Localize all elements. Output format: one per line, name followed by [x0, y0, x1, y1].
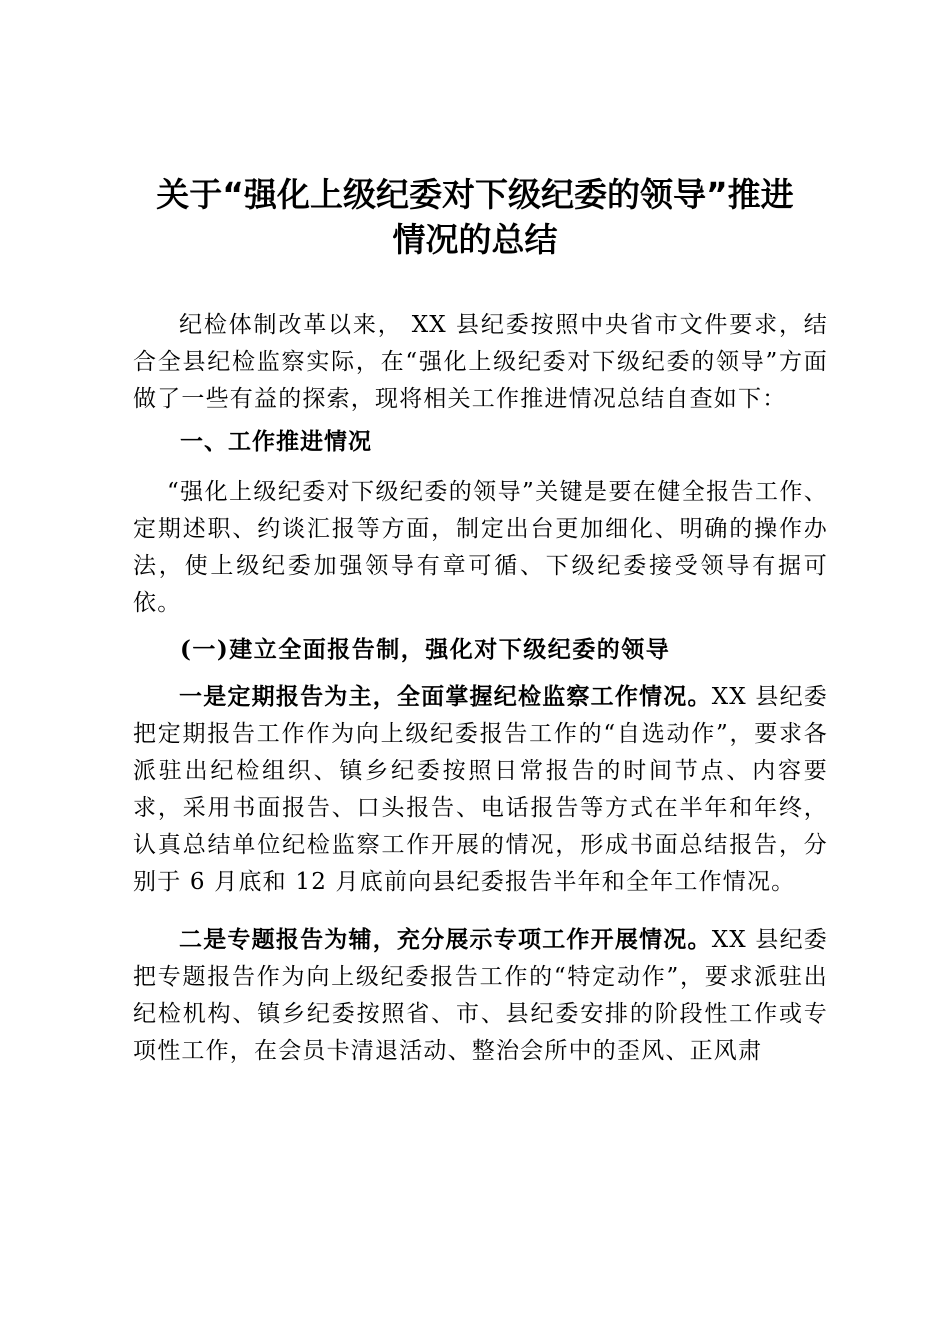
intro-paragraph: 纪检体制改革以来， XX 县纪委按照中央省市文件要求，结合全县纪检监察实际，在“强化上级纪委对下级纪委的领导”方面做了一些有益的探索，现将相关工作推进情况总结自查如下：	[133, 312, 828, 412]
item-2-text: XX 县纪委把专题报告作为向上级纪委报告工作的“特定动作”，要求派驻出纪检机构、镇乡纪委按照省、市、县纪委安排的阶段性工作或专项性工作，在会员卡清退活动、整治会所中的歪风、正风肃	[133, 927, 829, 1064]
section-1-paragraph: “强化上级纪委对下级纪委的领导”关键是要在健全报告工作、定期述职、约谈汇报等方面，制定出台更加细化、明确的操作办法，使上级纪委加强领导有章可循、下级纪委接受领导有据可依。	[133, 479, 828, 616]
item-2-lead: 二是专题报告为辅，充分展示专项工作开展情况。	[179, 926, 712, 953]
document-title	[100, 172, 850, 262]
title-line-1: 关于“强化上级纪委对下级纪委的领导”推进	[156, 175, 794, 214]
item-1-text: XX 县纪委把定期报告工作作为向上级纪委报告工作的“自选动作”，要求各派驻出纪检组织、镇乡纪委按照日常报告的时间节点、内容要求，采用书面报告、口头报告、电话报告等方式在半年和年终，认真总结单位纪检监察工作开展的情况，形成书面总结报告，分别于 6 月底和 12 月底前向县纪委报告半年和全年工作情况。	[133, 684, 829, 895]
title-line-2: 情况的总结	[392, 220, 558, 259]
item-1-paragraph	[133, 678, 828, 901]
item-2-paragraph	[133, 921, 828, 1070]
subsection-heading-1: (一)建立全面报告制，强化对下级纪委的领导	[180, 636, 671, 663]
item-1-lead: 一是定期报告为主，全面掌握纪检监察工作情况。	[179, 683, 712, 710]
section-heading-1: 一、工作推进情况	[180, 429, 372, 455]
